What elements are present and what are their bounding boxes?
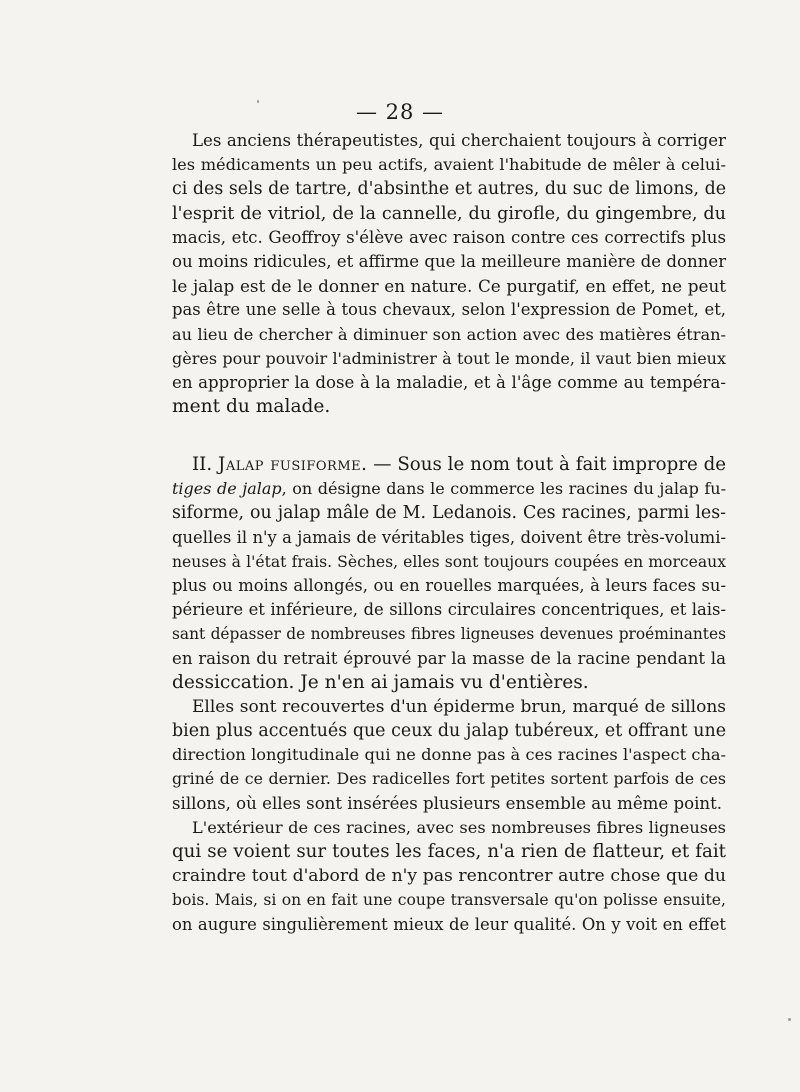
section-number: II. xyxy=(192,454,213,475)
text-line: les médicaments un peu actifs, avaient l'habitude de mêler à celui- xyxy=(172,155,726,175)
text-line: quelles il n'y a jamais de véritables tiges, doivent être très-volumi- xyxy=(172,527,726,547)
page-number: — 28 — xyxy=(355,100,445,124)
text-line: siforme, ou jalap mâle de M. Ledanois. Ces racines, parmi les- xyxy=(172,503,726,524)
text-line: ou moins ridicules, et affirme que la meilleure manière de donner xyxy=(172,251,726,271)
text-line: ment du malade. xyxy=(172,396,331,418)
text-line: plus ou moins allongés, ou en rouelles marquées, à leurs faces su- xyxy=(172,575,726,595)
text-line: en approprier la dose à la maladie, et à l'âge comme au tempéra- xyxy=(172,372,726,392)
text-line: en raison du retrait éprouvé par la masse de la racine pendant la xyxy=(172,648,726,668)
section-heading-line xyxy=(172,453,726,477)
text-line: craindre tout d'abord de n'y pas rencontrer autre chose que du xyxy=(172,866,726,887)
scan-speck xyxy=(257,100,259,103)
text-line: on augure singulièrement mieux de leur qualité. On y voit en effet xyxy=(172,914,726,934)
text-line: ci des sels de tartre, d'absinthe et autres, du suc de limons, de xyxy=(172,179,726,200)
text-line: pas être une selle à tous chevaux, selon l'expression de Pomet, et, xyxy=(172,300,726,320)
text-line: périeure et inférieure, de sillons circulaires concentriques, et lais- xyxy=(172,600,726,620)
text-line: griné de ce dernier. Des radicelles fort petites sortent parfois de ces xyxy=(172,769,726,789)
section-jalap-fusiforme xyxy=(172,453,726,937)
text-line: le jalap est de le donner en nature. Ce purgatif, en effet, ne peut xyxy=(172,276,726,297)
text-line: au lieu de chercher à diminuer son action avec des matières étran- xyxy=(172,324,726,344)
text-fragment: , on désigne dans le commerce les racines du jalap fu- xyxy=(281,479,726,499)
text-line: Les anciens thérapeutistes, qui cherchaient toujours à corriger xyxy=(192,131,726,150)
text-line: bois. Mais, si on en fait une coupe transversale qu'on polisse ensuite, xyxy=(172,891,726,910)
text-line: L'extérieur de ces racines, avec ses nombreuses fibres ligneuses xyxy=(192,817,726,837)
text-line: Elles sont recouvertes d'un épiderme brun, marqué de sillons xyxy=(192,696,726,717)
italic-term: tiges de jalap xyxy=(172,479,282,499)
text-line: dessiccation. Je n'en ai jamais vu d'entières. xyxy=(172,671,589,693)
text-line: direction longitudinale qui ne donne pas à ces racines l'aspect cha- xyxy=(172,745,726,765)
text-line: sant dépasser de nombreuses fibres ligneuses devenues proéminantes xyxy=(172,625,726,644)
text-line: neuses à l'état frais. Sèches, elles sont toujours coupées en morceaux xyxy=(172,552,726,571)
text-line: qui se voient sur toutes les faces, n'a rien de flatteur, et fait xyxy=(172,841,726,862)
text-line: macis, etc. Geoffroy s'élève avec raison contre ces correctifs plus xyxy=(172,227,726,247)
paragraph-therapeutists xyxy=(172,129,726,419)
text-line: bien plus accentués que ceux du jalap tubéreux, et offrant une xyxy=(172,721,726,742)
scan-speck xyxy=(788,1018,791,1021)
text-line: sillons, où elles sont insérées plusieurs ensemble au même point. xyxy=(172,793,723,813)
section-lead: Sous le nom tout à fait impropre de xyxy=(397,454,726,475)
text-line xyxy=(172,477,726,501)
text-line: gères pour pouvoir l'administrer à tout le monde, il vaut bien mieux xyxy=(172,348,726,368)
text-line: l'esprit de vitriol, de la cannelle, du girofle, du gingembre, du xyxy=(172,203,726,224)
section-heading: Jalap fusiforme. xyxy=(218,454,368,475)
section-dash: — xyxy=(373,454,392,475)
